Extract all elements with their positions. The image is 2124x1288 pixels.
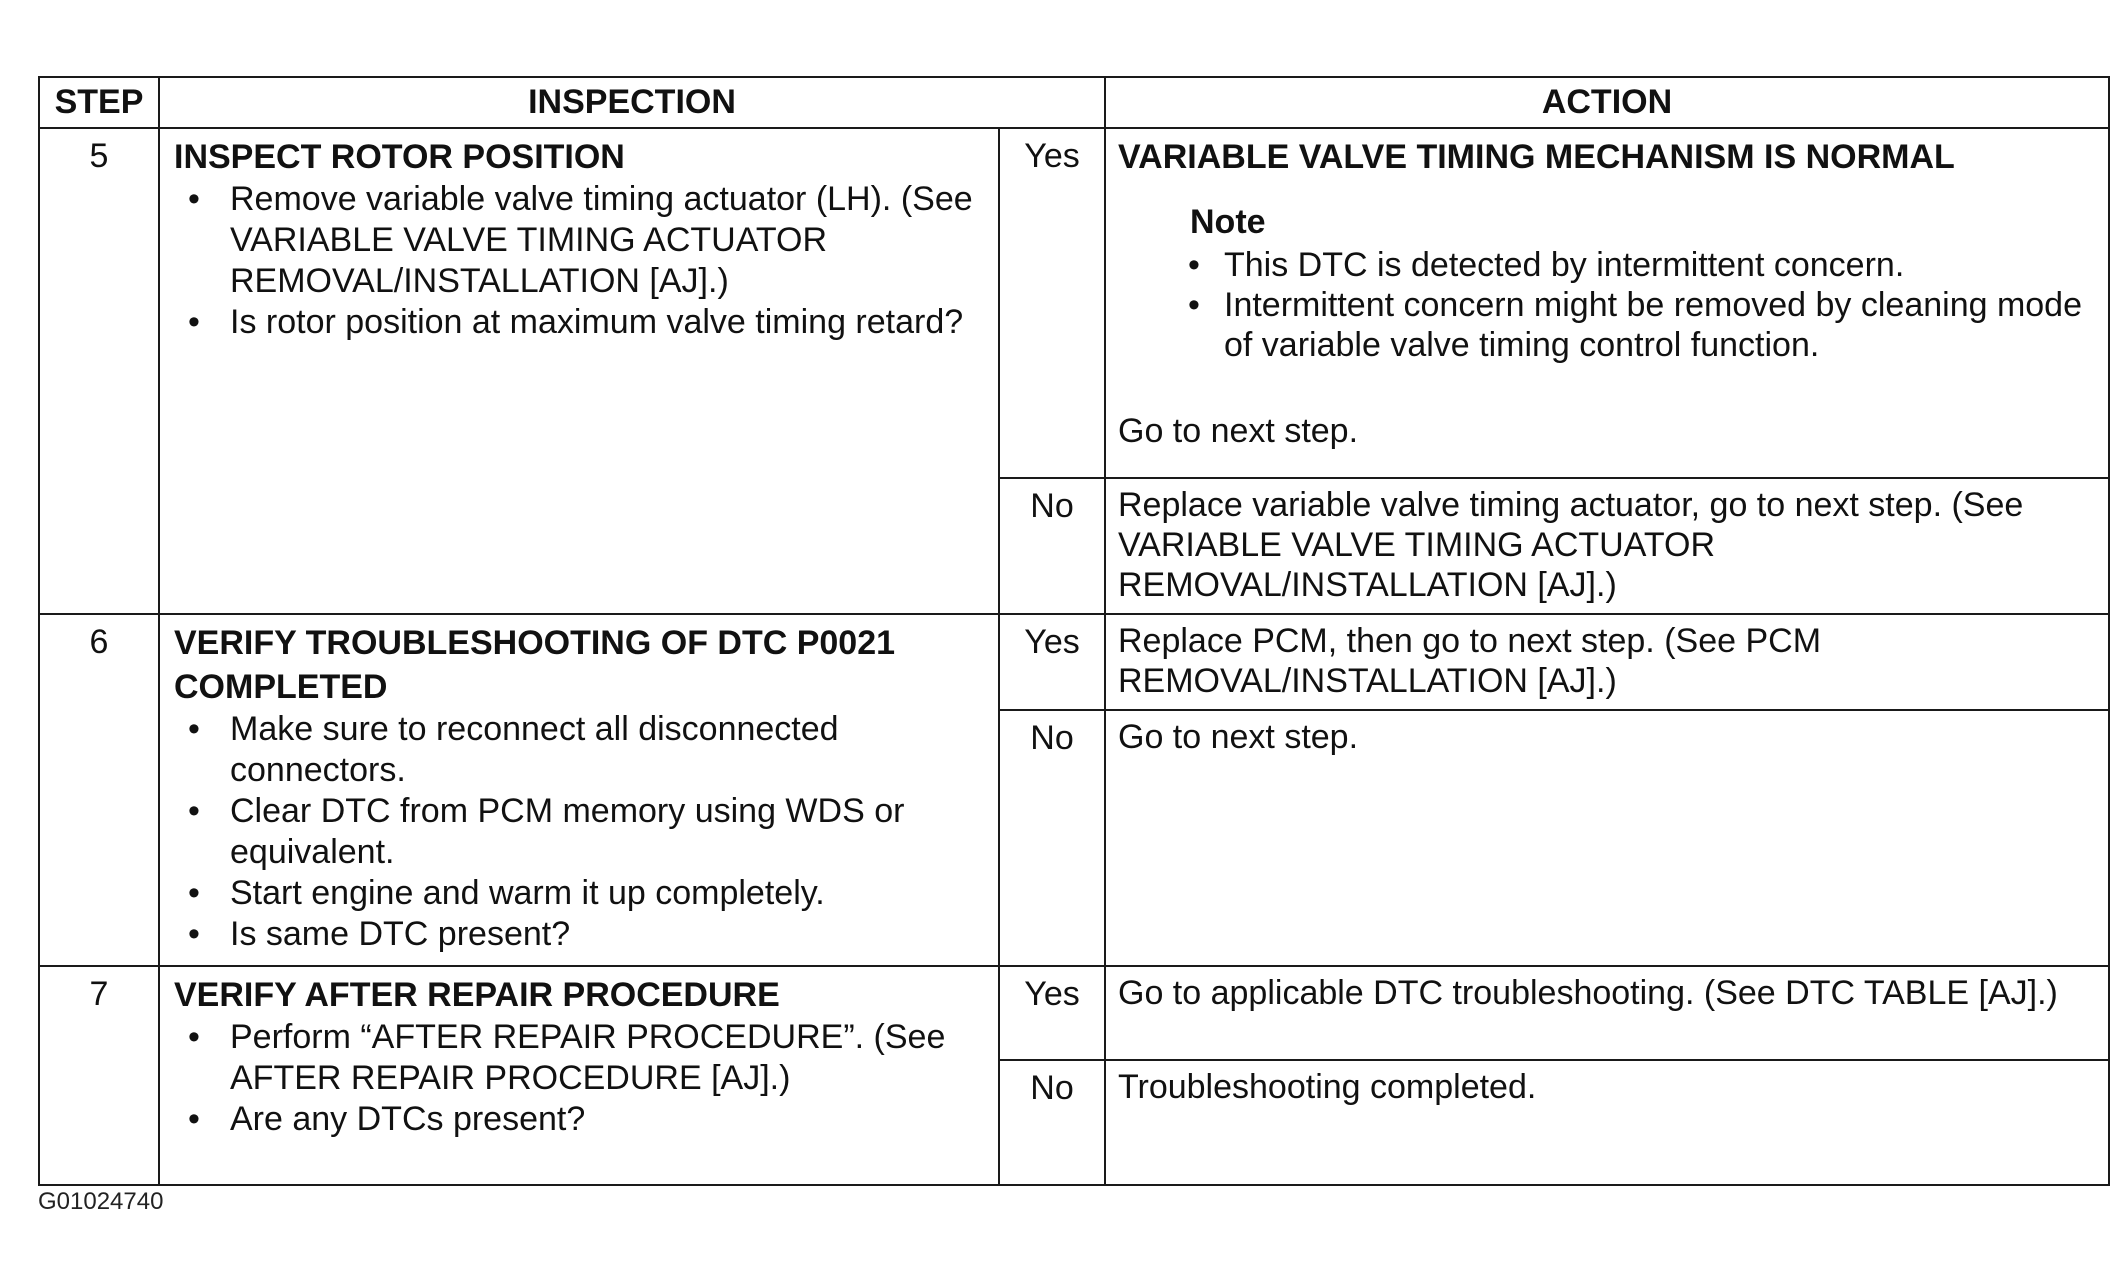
list-item: • Are any DTCs present? [230, 1099, 988, 1140]
header-action: ACTION [1105, 77, 2109, 128]
table-row [39, 966, 2109, 1060]
action-text: Go to next step. [1105, 710, 2109, 966]
yes-label: Yes [999, 614, 1105, 710]
list-item: • Is rotor position at maximum valve timing retard? [230, 302, 988, 343]
list-item: • Intermittent concern might be removed by cleaning mode of variable valve timing control function. [1224, 285, 2096, 365]
no-label: No [999, 478, 1105, 614]
inspection-list [174, 1017, 988, 1140]
no-label: No [999, 1060, 1105, 1185]
note-list [1190, 245, 2096, 365]
inspection-cell [159, 128, 999, 614]
diagnostic-procedure-table [38, 76, 2110, 1186]
inspection-title: VERIFY TROUBLESHOOTING OF DTC P0021 COMPLETED [174, 624, 896, 706]
action-text: Troubleshooting completed. [1105, 1060, 2109, 1185]
step-number: 5 [39, 128, 159, 614]
header-inspection: INSPECTION [159, 77, 1105, 128]
action-heading: VARIABLE VALVE TIMING MECHANISM IS NORMAL [1118, 138, 1955, 176]
list-item: • This DTC is detected by intermittent concern. [1224, 245, 2096, 285]
table-row [39, 614, 2109, 710]
yes-label: Yes [999, 128, 1105, 478]
note-title: Note [1190, 203, 1266, 241]
list-item: • Perform “AFTER REPAIR PROCEDURE”. (See AFTER REPAIR PROCEDURE [AJ].) [230, 1017, 988, 1099]
step-number: 6 [39, 614, 159, 966]
list-item: • Is same DTC present? [230, 914, 988, 955]
table-header-row [39, 77, 2109, 128]
table-row [39, 128, 2109, 478]
inspection-list [174, 179, 988, 343]
action-text: Replace variable valve timing actuator, go to next step. (See VARIABLE VALVE TIMING ACTUATOR REMOVAL/INSTALLATION [AJ].) [1105, 478, 2109, 614]
step-number: 7 [39, 966, 159, 1185]
action-text: Replace PCM, then go to next step. (See PCM REMOVAL/INSTALLATION [AJ].) [1105, 614, 2109, 710]
inspection-title: VERIFY AFTER REPAIR PROCEDURE [174, 976, 780, 1014]
inspection-list [174, 709, 988, 955]
list-item: • Make sure to reconnect all disconnected connectors. [230, 709, 988, 791]
inspection-title: INSPECT ROTOR POSITION [174, 138, 625, 176]
list-item: • Clear DTC from PCM memory using WDS or equivalent. [230, 791, 988, 873]
action-text: Go to applicable DTC troubleshooting. (See DTC TABLE [AJ].) [1105, 966, 2109, 1060]
yes-label: Yes [999, 966, 1105, 1060]
header-step: STEP [39, 77, 159, 128]
list-item: • Remove variable valve timing actuator (LH). (See VARIABLE VALVE TIMING ACTUATOR REMOVAL/INSTALLATION [AJ].) [230, 179, 988, 302]
list-item: • Start engine and warm it up completely. [230, 873, 988, 914]
inspection-cell [159, 966, 999, 1185]
action-text: Go to next step. [1118, 412, 1359, 450]
figure-id: G01024740 [38, 1188, 164, 1215]
note-block [1190, 199, 2096, 365]
action-cell [1105, 128, 2109, 478]
inspection-cell [159, 614, 999, 966]
no-label: No [999, 710, 1105, 966]
